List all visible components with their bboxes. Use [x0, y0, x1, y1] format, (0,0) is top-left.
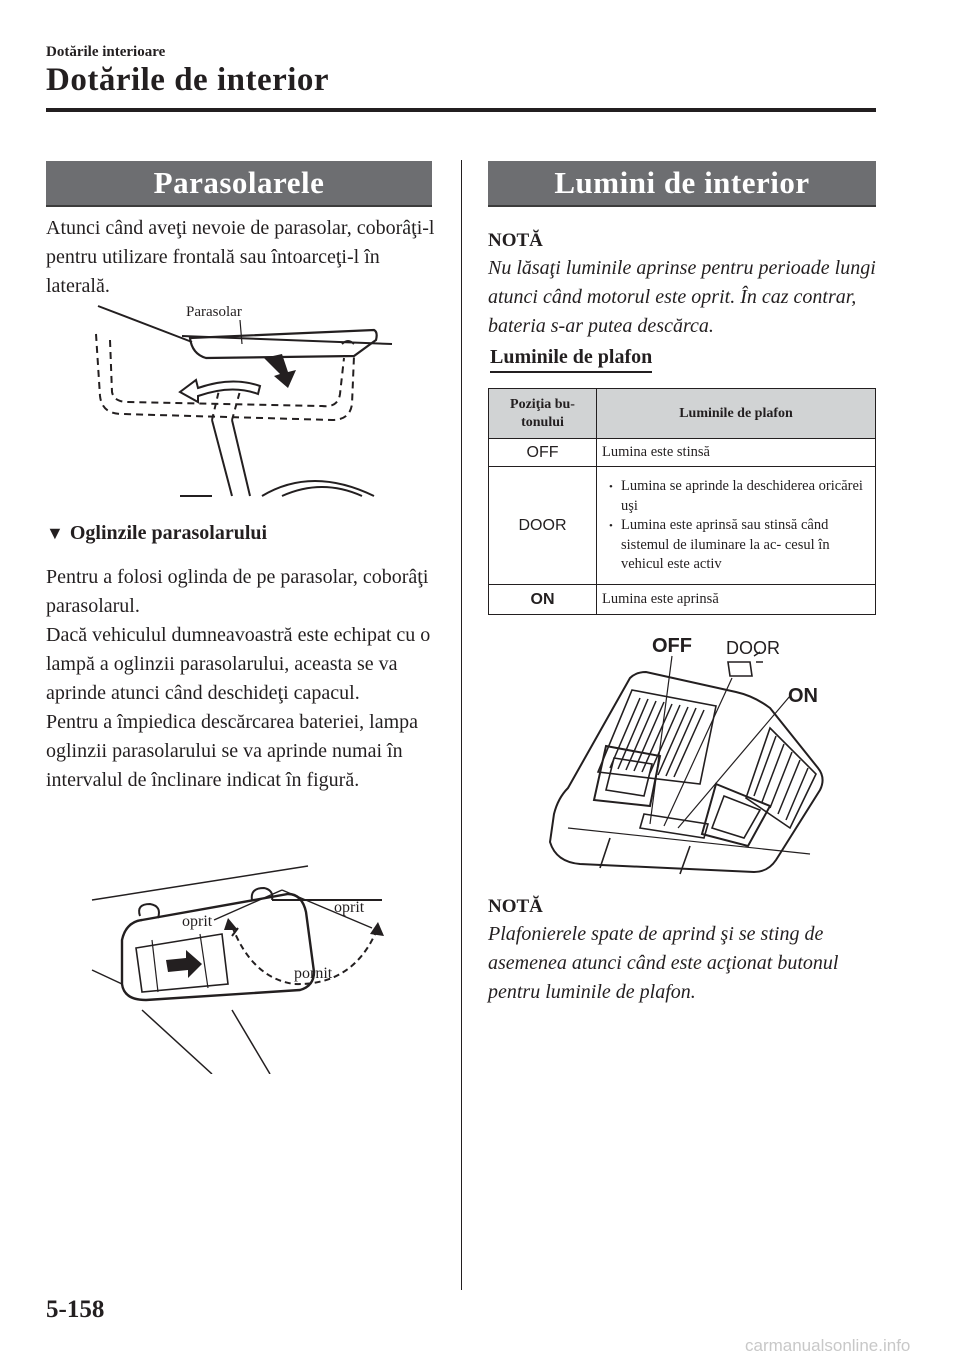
figure3-label-off: OFF	[652, 635, 692, 657]
table-cell-position-on: ON	[489, 585, 597, 615]
triangle-bullet-icon: ▼	[46, 523, 64, 543]
section-banner-sun-visors: Parasolarele	[46, 161, 432, 207]
figure3-label-door: DOOR	[726, 638, 780, 658]
mirror-subheading-text: Oglinzile parasolarului	[69, 522, 268, 544]
figure3-label-on: ON	[788, 685, 818, 707]
table-header-row	[489, 389, 876, 439]
mirror-paragraph-2: Dacă vehiculul dumneavoastră este echipat cu o lampă a oglinzii parasolarului, aceasta se va aprinde atunci când deschideţi capacul.	[46, 624, 431, 704]
note1-body: Nu lăsaţi luminile aprinse pentru perioade lungi atunci când motorul este oprit. În caz contrar, bateria s-ar putea descărca.	[488, 257, 876, 337]
dome-light-table	[488, 388, 876, 615]
table-header-position-line1: Poziţia bu-	[510, 396, 575, 412]
figure2-label-off-right: oprit	[334, 899, 365, 916]
chapter-title: Dotările de interior	[46, 62, 330, 98]
table-row-off	[489, 439, 876, 467]
mirror-paragraph-1: Pentru a folosi oglinda de pe parasolar, coborâţi parasolarul.	[46, 566, 429, 617]
table-bullet-1: • Lumina se aprinde la deschiderea oricărei uşi	[603, 477, 869, 516]
table-header-lights: Luminile de plafon	[597, 389, 876, 439]
table-cell-position-door: DOOR	[489, 467, 597, 585]
table-header-position	[489, 389, 597, 439]
figure2-label-off-left: oprit	[182, 913, 213, 930]
visor-mirror-illustration	[82, 860, 402, 1074]
overhead-console-illustration	[540, 628, 830, 884]
column-divider	[461, 160, 462, 1290]
intro-paragraph: Atunci când aveţi nevoie de parasolar, coborâţi-l pentru utilizare frontală sau întoarceţi-l în laterală.	[46, 217, 435, 297]
mirror-text-block	[46, 563, 438, 795]
section-banner-interior-lights: Lumini de interior	[488, 161, 876, 207]
note1-title: NOTĂ	[488, 230, 543, 251]
mirror-subheading	[46, 522, 267, 545]
table-cell-desc-off: Lumina este stinsă	[597, 439, 876, 467]
table-cell-position-off: OFF	[489, 439, 597, 467]
dome-lights-heading: Luminile de plafon	[490, 346, 652, 373]
table-row-door	[489, 467, 876, 585]
table-bullet-2: • Lumina este aprinsă sau stinsă când sistemul de iluminare la ac- cesul în vehicul este activ	[603, 516, 869, 574]
figure2-label-on: pornit	[294, 965, 333, 982]
watermark: carmanualsonline.info	[745, 1336, 911, 1355]
note2-title: NOTĂ	[488, 896, 543, 917]
mirror-paragraph-3: Pentru a împiedica descărcarea bateriei, lampa oglinzii parasolarului se va aprinde numai în intervalul de înclinare indicat în figură.	[46, 711, 419, 791]
table-cell-desc-door	[597, 467, 876, 585]
page-number: 5-158	[46, 1296, 105, 1323]
section-label: Dotările interioare	[46, 44, 166, 60]
note2-body: Plafonierele spate de aprind şi se sting de asemenea atunci când este acţionat butonul pentru luminile de plafon.	[488, 923, 839, 1003]
table-cell-desc-on: Lumina este aprinsă	[597, 585, 876, 615]
table-header-position-line2: tonului	[521, 414, 564, 430]
header-rule	[46, 108, 876, 112]
figure1-label-visor: Parasolar	[186, 304, 242, 320]
table-row-on	[489, 585, 876, 615]
sun-visor-illustration	[82, 296, 402, 502]
